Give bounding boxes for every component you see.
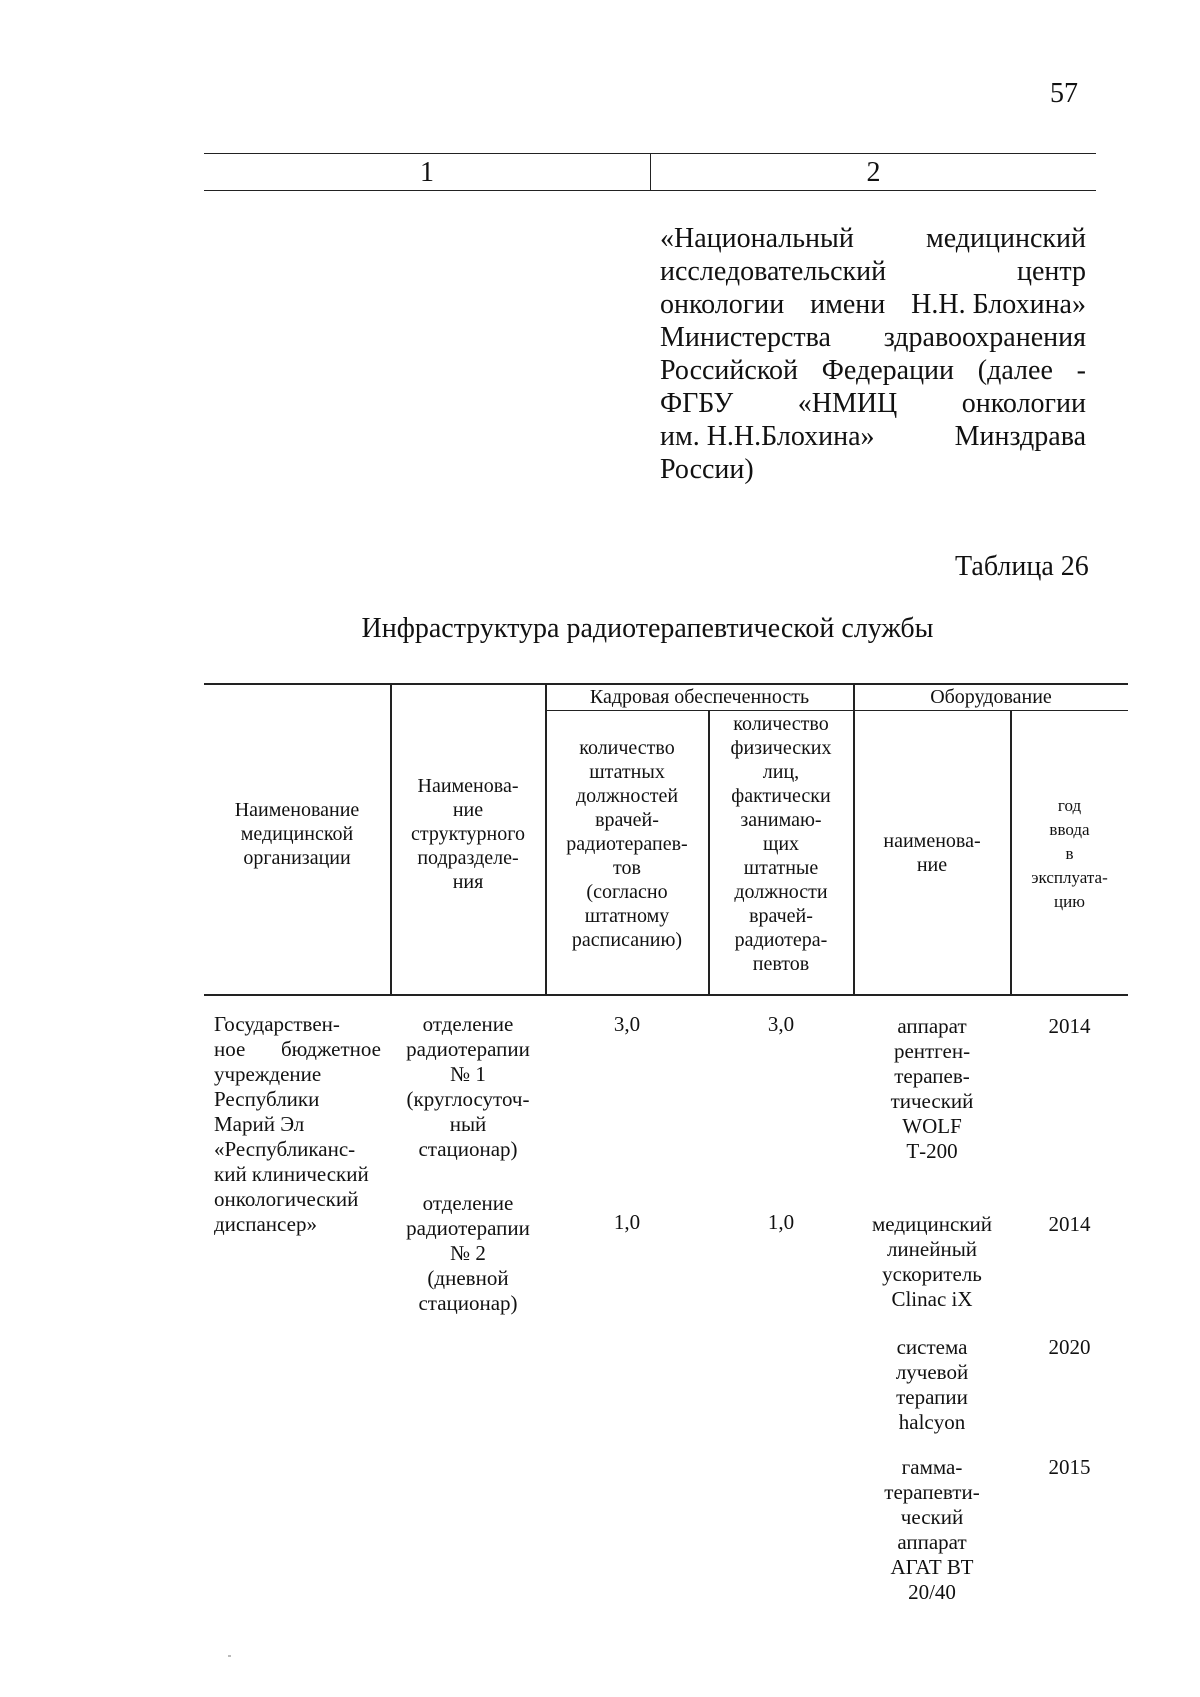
cell-line: отделение (422, 1012, 514, 1036)
unit-1-persons: 3,0 (767, 1012, 795, 1036)
cell-line: тов (613, 857, 641, 879)
cell-line: радиотера- (734, 929, 828, 951)
cell-line: должностей (575, 785, 679, 807)
cell-line: терапевти- (884, 1480, 980, 1504)
text-word: «НМИЦ (797, 388, 898, 419)
text-line (214, 1112, 381, 1137)
cell-line: система (896, 1335, 968, 1359)
header-subgroup-line (545, 710, 1128, 711)
text-line (214, 1187, 381, 1212)
equipment-2-name (854, 1212, 1010, 1312)
cell-line: количество (579, 737, 675, 759)
cell-line: (согласно (586, 881, 668, 903)
table-title: Инфраструктура радиотерапевтической службы (361, 613, 934, 644)
cell-line: стационар) (418, 1291, 518, 1315)
text-line (660, 420, 1086, 453)
equipment-4-name (854, 1455, 1010, 1605)
text-word: Республики (214, 1087, 320, 1111)
cell-line: певтов (752, 953, 810, 975)
unit-2-persons: 1,0 (767, 1210, 795, 1234)
cell-line: штатные (743, 857, 819, 879)
cell-line: терапии (896, 1385, 968, 1409)
text-word: здравоохранения (883, 322, 1086, 353)
cell-line: аппарат (897, 1530, 967, 1554)
organization-name-cell (214, 1012, 381, 1237)
cell-line: терапев- (894, 1064, 970, 1088)
text-line (660, 222, 1086, 255)
cell-line: штатных (589, 761, 665, 783)
cell-line: ния (452, 871, 484, 893)
cell-line: структурного (411, 823, 525, 845)
cell-line: радиотерапев- (566, 833, 688, 855)
unit-1-positions: 3,0 (613, 1012, 641, 1036)
text-word: онкологии (961, 388, 1086, 419)
text-line (214, 1137, 381, 1162)
cell-line: должности (734, 881, 828, 903)
cell-line: гамма- (901, 1455, 963, 1479)
cell-line: halcyon (898, 1410, 966, 1434)
cell-line: № 2 (450, 1241, 486, 1265)
cell-line: цию (1054, 892, 1085, 911)
text-line (214, 1012, 381, 1037)
text-word: центр (1017, 256, 1086, 287)
cell-line: радиотерапии (406, 1037, 530, 1061)
organization-full-name (660, 222, 1086, 486)
text-word: диспансер» (214, 1212, 317, 1236)
text-word: Министерства (660, 322, 831, 353)
cell-line: ввода (1049, 820, 1090, 839)
header-equipment-year (1011, 794, 1128, 914)
cell-line: WOLF (902, 1114, 962, 1138)
cell-line: ческий (900, 1505, 964, 1529)
cell-line: линейный (886, 1237, 978, 1261)
text-line (214, 1037, 381, 1062)
cell-line: врачей- (595, 809, 659, 831)
text-line (214, 1062, 381, 1087)
column-number-2: 2 (866, 157, 881, 188)
cell-line: медицинской (240, 823, 354, 845)
cell-line: стационар) (418, 1137, 518, 1161)
cell-line: рентген- (893, 1039, 971, 1063)
cell-line: тический (890, 1089, 974, 1113)
cell-line: ние (916, 854, 948, 876)
column-number-1: 1 (420, 157, 434, 188)
text-word: онкологический (214, 1187, 359, 1211)
equipment-3-year: 2020 (1048, 1335, 1091, 1359)
unit-2-name (391, 1191, 545, 1316)
cell-line: (дневной (427, 1266, 509, 1290)
header-bottom-border (204, 994, 1128, 996)
unit-2-positions: 1,0 (613, 1210, 641, 1234)
scan-speck (228, 1655, 231, 1657)
cell-line: (круглосуточ- (406, 1087, 530, 1111)
text-line (214, 1162, 381, 1187)
text-word: Марий Эл (214, 1112, 305, 1136)
cell-line: щих (762, 833, 800, 855)
text-line (660, 387, 1086, 420)
text-word: - (1076, 355, 1086, 386)
cell-line: лучевой (895, 1360, 969, 1384)
text-line (660, 354, 1086, 387)
text-word: Федерации (821, 355, 955, 386)
cell-line: расписанию) (571, 929, 683, 951)
text-word: медицинский (926, 223, 1086, 254)
text-line (660, 453, 1086, 486)
cell-line: фактически (731, 785, 831, 807)
text-word: учреждение (214, 1062, 322, 1086)
cell-line: количество (733, 713, 829, 735)
equipment-1-year: 2014 (1048, 1014, 1091, 1038)
text-line (214, 1087, 381, 1112)
cell-line: № 1 (450, 1062, 486, 1086)
cell-line: аппарат (897, 1014, 967, 1038)
cell-line: год (1057, 796, 1082, 815)
cell-line: врачей- (749, 905, 813, 927)
header-organization (204, 798, 390, 870)
cell-line: радиотерапии (406, 1216, 530, 1240)
header-staff-positions (546, 736, 708, 952)
text-word: бюджетное (280, 1037, 381, 1061)
cell-line: ный (449, 1112, 487, 1136)
text-word: России) (660, 454, 754, 485)
cell-line: штатному (584, 905, 670, 927)
equipment-4-year: 2015 (1048, 1455, 1091, 1479)
page-number: 57 (1050, 78, 1078, 109)
header-equipment-group: Оборудование (930, 686, 1052, 708)
text-word: онкологии (660, 289, 785, 320)
text-word: ное (214, 1037, 246, 1061)
cell-line: в (1065, 844, 1074, 863)
unit-1-name (391, 1012, 545, 1162)
header-staffing-group: Кадровая обеспеченность (589, 686, 810, 708)
equipment-3-name (854, 1335, 1010, 1435)
continuation-table-header (204, 153, 1096, 191)
cell-line: Т-200 (906, 1139, 958, 1163)
text-line (660, 255, 1086, 288)
text-line (660, 288, 1086, 321)
text-line (660, 321, 1086, 354)
text-word: ФГБУ (660, 388, 734, 419)
cell-line: Наименование (234, 799, 360, 821)
table-number: Таблица 26 (955, 551, 1089, 582)
cell-line: занимаю- (740, 809, 822, 831)
cell-line: ние (452, 799, 484, 821)
text-word: Минздрава (954, 421, 1086, 452)
equipment-2-year: 2014 (1048, 1212, 1091, 1236)
cell-line: эксплуата- (1031, 868, 1108, 887)
cell-line: АГАТ ВТ (890, 1555, 974, 1579)
cell-line: Наименова- (417, 775, 519, 797)
cell-line: подразделе- (417, 847, 519, 869)
cell-line: лиц, (762, 761, 800, 783)
text-word: (далее (977, 355, 1053, 386)
text-word: «Республиканс- (214, 1137, 356, 1161)
text-line (214, 1212, 381, 1237)
cell-line: 20/40 (908, 1580, 956, 1604)
cell-line: физических (730, 737, 832, 759)
text-word: Государствен- (214, 1012, 340, 1036)
cell-line: организации (243, 847, 351, 869)
cell-line: отделение (422, 1191, 514, 1215)
text-word: кий клинический (214, 1162, 369, 1186)
text-word: имени (810, 289, 886, 320)
text-word: Н.Н. Блохина» (911, 289, 1086, 320)
text-word: Российской (660, 355, 798, 386)
cell-line: ускоритель (882, 1262, 982, 1286)
equipment-1-name (854, 1014, 1010, 1164)
text-word: им. Н.Н.Блохина» (660, 421, 875, 452)
cell-line: Clinac iX (891, 1287, 973, 1311)
header-staff-persons (709, 712, 853, 976)
cell-line: наименова- (883, 830, 981, 852)
header-unit (391, 774, 545, 894)
text-word: «Национальный (660, 223, 854, 254)
text-word: исследовательский (660, 256, 887, 287)
header-equipment-name (854, 829, 1010, 877)
cell-line: медицинский (872, 1212, 992, 1236)
